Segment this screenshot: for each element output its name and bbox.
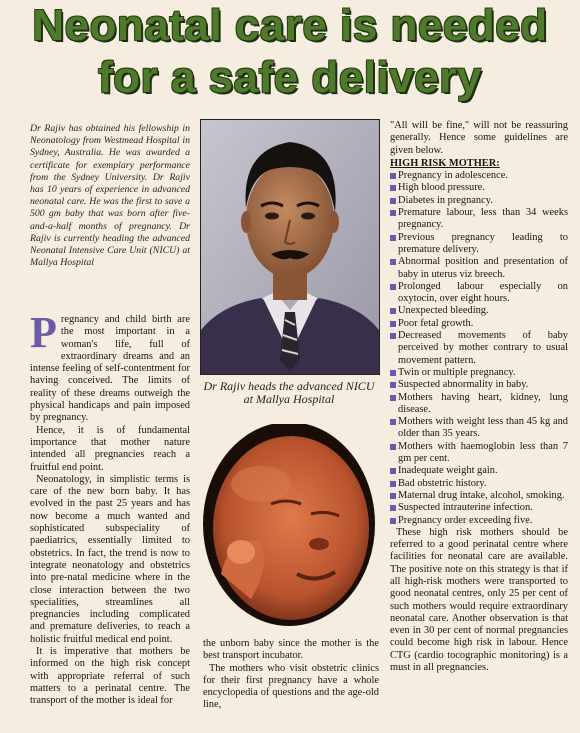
body-paragraph: It is imperative that mothers be informed on the high risk concept with appropriate referral of such matters to a perinatal centre. The transport of the mother is ideal for xyxy=(30,646,190,707)
body-paragraph: the unborn baby since the mother is the best transport incubator. xyxy=(203,638,379,662)
doctor-portrait-photo xyxy=(200,119,380,375)
risk-list-item: Unexpected bleeding. xyxy=(390,305,568,317)
risk-list-item: High blood pressure. xyxy=(390,182,568,194)
intro-paragraph xyxy=(30,308,190,425)
risk-list-item: Mothers with haemoglobin less than 7 gm per cent. xyxy=(390,441,568,466)
middle-column xyxy=(203,638,379,712)
risk-list-item: Diabetes in pregnancy. xyxy=(390,195,568,207)
headline-line-1: Neonatal care is needed xyxy=(32,1,548,50)
risk-list-item: Twin or multiple pregnancy. xyxy=(390,367,568,379)
headline-line-2: for a safe delivery xyxy=(98,53,482,102)
risk-list-item: Previous pregnancy leading to premature delivery. xyxy=(390,232,568,257)
risk-list-item: Pregnancy in adolescence. xyxy=(390,170,568,182)
risk-list-item: Premature labour, less than 34 weeks pregnancy. xyxy=(390,207,568,232)
right-column xyxy=(390,120,568,674)
risk-list-item: Poor fetal growth. xyxy=(390,318,568,330)
risk-list-item: Abnormal position and presentation of baby in uterus viz breech. xyxy=(390,256,568,281)
risk-list xyxy=(390,170,568,527)
risk-list-item: Decreased movements of baby perceived by mother contrary to usual movement pattern. xyxy=(390,330,568,367)
intro-text: regnancy and child birth are the most important in a woman's life, full of extraordinary dreams and an intense feeling of self-contentment for having conceived. The limits of reality of these dreams outweigh the physical handicaps and pain imposed by pregnancy. xyxy=(30,314,190,424)
risk-list-item: Suspected intrauterine infection. xyxy=(390,502,568,514)
left-column xyxy=(30,308,190,708)
risk-list-item: Maternal drug intake, alcohol, smoking. xyxy=(390,490,568,502)
guidelines-outro: These high risk mothers should be referred to a good perinatal centre where facilities for neonatal care are available. The positive note on this strategy is that if all high-risk mothers were transported to good neonatal centres, only 25 per cent of such mothers would require extraordinary neonatal care. Another observation is that even in 30 per cent of normal pregnancies could become high risk in labour. Hence CTG (cardio tocographic monitoring) is a must in all pregnancies. xyxy=(390,526,568,674)
drop-cap: P xyxy=(30,308,57,357)
risk-list-item: Inadequate weight gain. xyxy=(390,465,568,477)
body-paragraph: Neonatology, in simplistic terms is care of the new born baby. It has evolved in the past 25 years and has now become a much wanted and sophisticated subspeciality of paediatrics, essentially limited to obstetrics. In fact, the trend is now to integrate neonatology and obstetrics into pre-natal medicine where in the close interaction between the two specialities, streamlines all pregnancies including complicated and premature deliveries, to reach a holistic fruitful medical end point. xyxy=(30,473,190,645)
risk-list-item: Pregnancy order exceeding five. xyxy=(390,515,568,527)
risk-list-item: Mothers with weight less than 45 kg and older than 35 years. xyxy=(390,416,568,441)
body-paragraph: Hence, it is of fundamental importance that mother nature intended all pregnancies reach a fruitful end point. xyxy=(30,424,190,473)
guidelines-intro: "All will be fine," will not be reassuring generally. Hence some guidelines are given below. xyxy=(390,120,568,156)
photo-caption: Dr Rajiv heads the advanced NICU at Mallya Hospital xyxy=(203,379,375,406)
risk-list-item: Prolonged labour especially on oxytocin, over eight hours. xyxy=(390,281,568,306)
body-paragraph: The mothers who visit obstetric clinics for their first pregnancy have a whole encyclopedia of questions and the age-old line, xyxy=(203,662,379,711)
risk-list-item: Bad obstetric history. xyxy=(390,478,568,490)
author-bio-text: Dr Rajiv has obtained his fellowship in Neonatology from Westmead Hospital in Sydney, Australia. He was awarded a certificate for exemplary performance from the Sydney University. Dr Rajiv has 10 years of experience in advanced neonatal care. He was the first to save a 500 gm baby that was born after five-and-a-half months of pregnancy. Dr Rajiv is currently heading the advanced Neonatal Intensive Care Unit (NICU) at Mallya Hospital xyxy=(30,123,190,269)
risk-list-item: Mothers having heart, kidney, lung disease. xyxy=(390,392,568,417)
high-risk-header: HIGH RISK MOTHER: xyxy=(390,157,500,169)
risk-list-item: Suspected abnormality in baby. xyxy=(390,379,568,391)
author-bio xyxy=(30,123,190,269)
newborn-baby-photo xyxy=(201,424,377,634)
